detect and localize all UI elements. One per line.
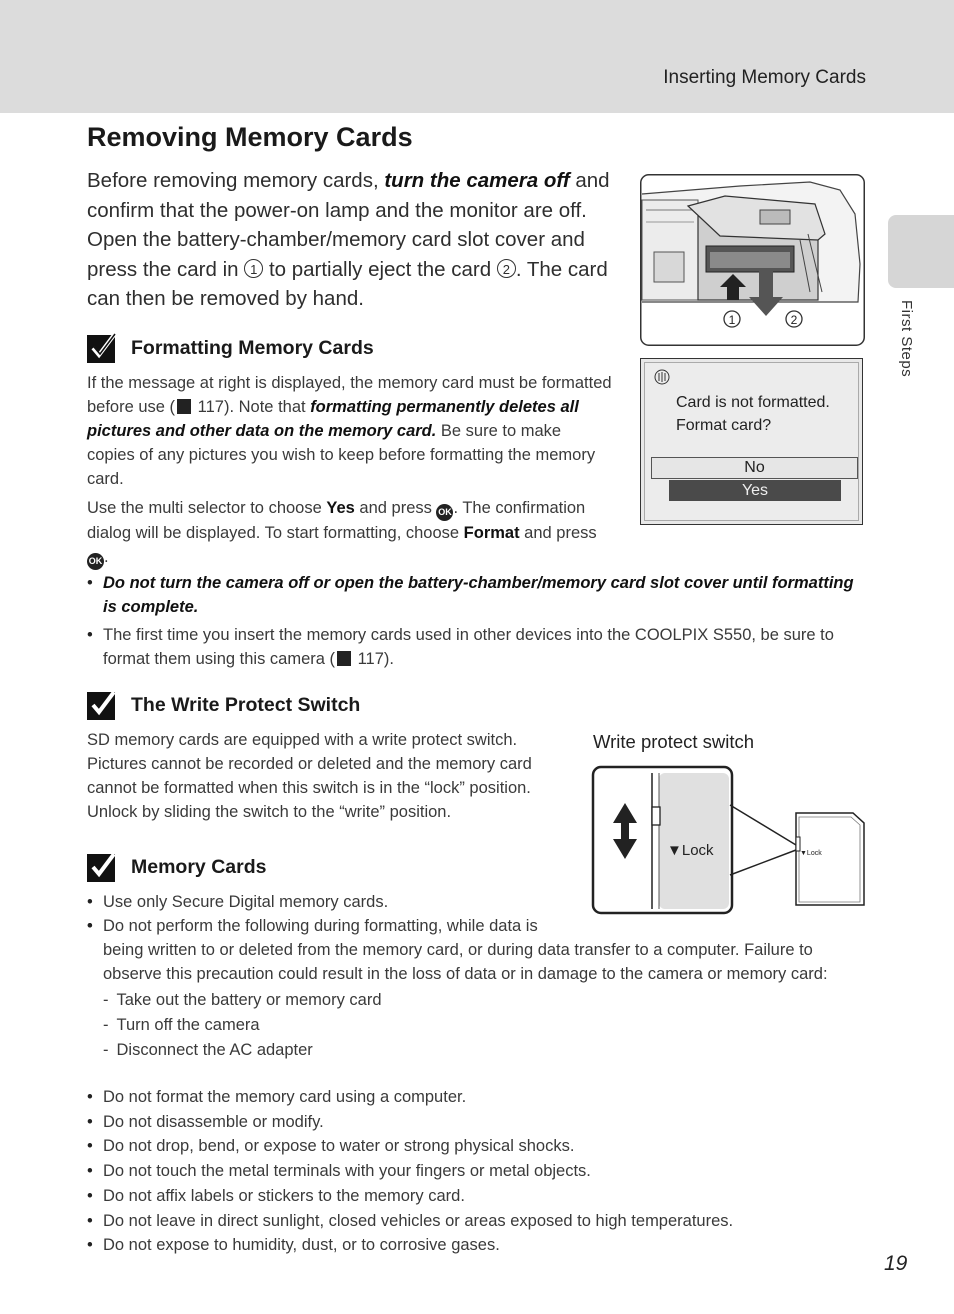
reference-icon xyxy=(337,651,351,666)
formatting-heading: Formatting Memory Cards xyxy=(87,333,374,363)
list-item: • Do not touch the metal terminals with your fingers or metal objects. xyxy=(87,1159,867,1184)
list-item-text: Do not perform the following during formatting, while data is being written to or deleted from the memory card, or during data transfer to a computer. Failure to observe this precaution could result in the loss of data or in damage to the camera or memory card: xyxy=(103,917,828,983)
lock-label: ▼Lock xyxy=(667,842,714,859)
dialog-option-no[interactable]: No xyxy=(651,457,858,479)
formatting-warning: formatting permanently deletes all pictures and other data on the memory card. xyxy=(87,398,579,440)
list-item: • Use only Secure Digital memory cards. xyxy=(87,890,867,914)
ok-button-icon: OK xyxy=(436,504,453,521)
write-protect-figure-label: Write protect switch xyxy=(593,731,755,752)
list-item: • Do not expose to humidity, dust, or to corrosive gases. xyxy=(87,1233,867,1258)
formatting-paragraph-2: Use the multi selector to choose Yes and press OK . The confirmation dialog will be displayed. To start formatting, choose Format and press OK . xyxy=(87,496,612,570)
reference-icon xyxy=(177,399,191,414)
sub-list-item: - Take out the battery or memory card xyxy=(87,988,867,1013)
camera-card-illustration xyxy=(640,174,865,346)
checkmark-note-icon xyxy=(87,333,117,363)
sub-list-item: - Turn off the camera xyxy=(87,1013,867,1038)
step-1-marker: 1 xyxy=(244,259,263,278)
list-item: • Do not disassemble or modify. xyxy=(87,1110,867,1135)
format-dialog-screen xyxy=(640,358,863,525)
sub-list xyxy=(87,988,867,1063)
intro-emphasis: turn the camera off xyxy=(384,169,570,192)
intro-paragraph: Before removing memory cards, turn the camera off and confirm that the power-on lamp and the monitor are off. Open the battery-chamber/memory card slot cover and press the card in 1 to partially eject the card 2 . The card can then be removed by hand. xyxy=(87,169,610,310)
checkmark-note-icon xyxy=(87,690,117,720)
card-lock-label: ▼Lock xyxy=(800,850,822,857)
page-title: Removing Memory Cards xyxy=(87,122,413,152)
memory-cards-more-bullets xyxy=(87,1085,867,1258)
chapter-tab xyxy=(888,215,954,288)
page-number: 19 xyxy=(884,1252,908,1275)
list-item: • Do not turn the camera off or open the battery-chamber/memory card slot cover until formatting is complete. xyxy=(87,571,867,619)
formatting-paragraph-1: If the message at right is displayed, the memory card must be formatted before use ( 117). Note that formatting permanently deletes all pictures and other data on the memory card. Be sure to make copies of any pictures you wish to keep before formatting the memory card. xyxy=(87,374,612,488)
list-item: • Do not leave in direct sunlight, closed vehicles or areas exposed to high temperatures. xyxy=(87,1209,867,1234)
section-title: Inserting Memory Cards xyxy=(663,67,866,88)
chapter-label: First Steps xyxy=(898,300,915,378)
memory-card-icon xyxy=(654,369,670,385)
list-item: • The first time you insert the memory cards used in other devices into the COOLPIX S550, be sure to format them using this camera ( 117). xyxy=(87,623,867,671)
formatting-bullets xyxy=(87,571,867,671)
header-band xyxy=(0,0,954,113)
checkmark-note-icon xyxy=(87,852,117,882)
step-2-marker: 2 xyxy=(497,259,516,278)
sub-list-item: - Disconnect the AC adapter xyxy=(87,1038,867,1063)
list-item: • Do not perform the following during formatting, while data is being written to or deleted from the memory card, or during data transfer to a computer. Failure to observe this precaution could result in the loss of data or in damage to the camera or memory card: - Take out the battery or memory card - Turn off the camera - Disconnect the AC adapter xyxy=(87,914,867,1063)
ok-button-icon: OK xyxy=(87,553,104,570)
write-protect-paragraph: SD memory cards are equipped with a write protect switch. Pictures cannot be recorded or deleted and the memory card cannot be formatted when this switch is in the “lock” position. Unlock by sliding the switch to the “write” position. xyxy=(87,731,532,821)
list-item: • Do not drop, bend, or expose to water or strong physical shocks. xyxy=(87,1134,867,1159)
dialog-option-yes[interactable]: Yes xyxy=(669,480,841,501)
figure-step-1: 1 xyxy=(728,313,736,327)
list-item: • Do not format the memory card using a computer. xyxy=(87,1085,867,1110)
figure-step-2: 2 xyxy=(790,313,798,327)
dialog-message: Card is not formatted. Format card? xyxy=(676,394,830,434)
memory-cards-heading: Memory Cards xyxy=(87,852,266,882)
list-item: • Do not affix labels or stickers to the memory card. xyxy=(87,1184,867,1209)
write-protect-heading: The Write Protect Switch xyxy=(87,690,360,720)
